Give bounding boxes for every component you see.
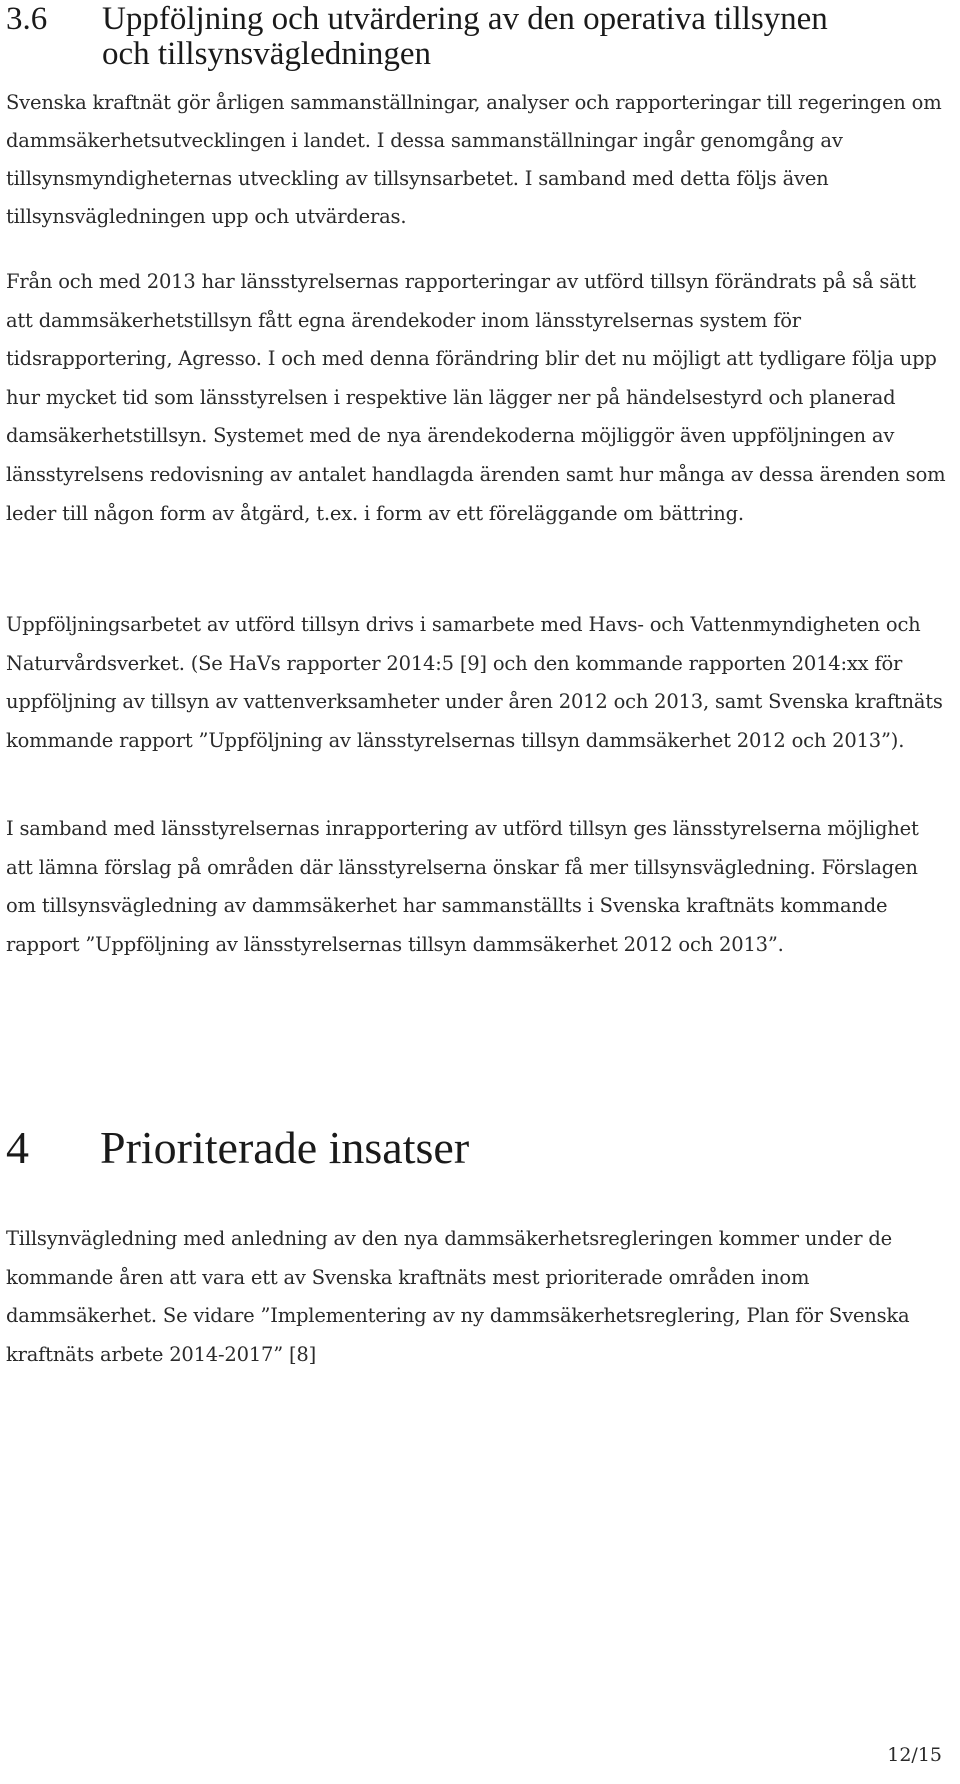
paragraph: Från och med 2013 har länsstyrelsernas rapporteringar av utförd tillsyn förändrats på så sätt att dammsäkerhetstillsyn fått egna ärendekoder inom länsstyrelsernas system för tidsrapportering, Agresso. I och med denna förändring blir det nu möjligt att tydligare följa upp hur mycket tid som länsstyrelsen i respektive län lägger ner på händelsestyrd och planerad damsäkerhetstillsyn. Systemet med de nya ärendekoderna möjliggör även uppföljningen av länsstyrelsens redovisning av antalet handlagda ärenden samt hur många av dessa ärenden som leder till någon form av åtgärd, t.ex. i form av ett föreläggande om bättring. <box>6 270 946 525</box>
page-number: 12/15 <box>887 1744 942 1766</box>
section-heading-4 <box>6 1120 469 1176</box>
section-number: 4 <box>6 1122 29 1173</box>
paragraph: Svenska kraftnät gör årligen sammanställningar, analyser och rapporteringar till regeringen om dammsäkerhetsutvecklingen i landet. I dessa sammanställningar ingår genomgång av tillsynsmyndigheternas utveckling av tillsynsarbetet. I samband med detta följs även tillsynsvägledningen upp och utvärderas. <box>6 91 942 228</box>
paragraph: I samband med länsstyrelsernas inrapportering av utförd tillsyn ges länsstyrelserna möjlighet att lämna förslag på områden där länsstyrelserna önskar få mer tillsynsvägledning. Förslagen om tillsynsvägledning av dammsäkerhet har sammanställts i Svenska kraftnäts kommande rapport ”Uppföljning av länsstyrelsernas tillsyn dammsäkerhet 2012 och 2013”. <box>6 817 919 956</box>
section-title: Prioriterade insatser <box>100 1122 470 1173</box>
paragraph: Uppföljningsarbetet av utförd tillsyn drivs i samarbete med Havs- och Vattenmyndigheten och Naturvårdsverket. (Se HaVs rapporter 2014:5 [9] och den kommande rapporten 2014:xx för uppföljning av tillsyn av vattenverksamheter under åren 2012 och 2013, samt Svenska kraftnäts kommande rapport ”Uppföljning av länsstyrelsernas tillsyn dammsäkerhet 2012 och 2013”). <box>6 613 943 752</box>
paragraph: Tillsynvägledning med anledning av den nya dammsäkerhetsregleringen kommer under de kommande åren att vara ett av Svenska kraftnäts mest prioriterade områden inom dammsäkerhet. Se vidare ”Implementering av ny dammsäkerhetsreglering, Plan för Svenska kraftnäts arbete 2014-2017” [8] <box>6 1227 910 1366</box>
section-title: Uppföljning och utvärdering av den operativa tillsynen och tillsynsvägledningen <box>102 1 828 72</box>
section-heading-3-6 <box>6 2 842 72</box>
section-number: 3.6 <box>6 1 48 37</box>
